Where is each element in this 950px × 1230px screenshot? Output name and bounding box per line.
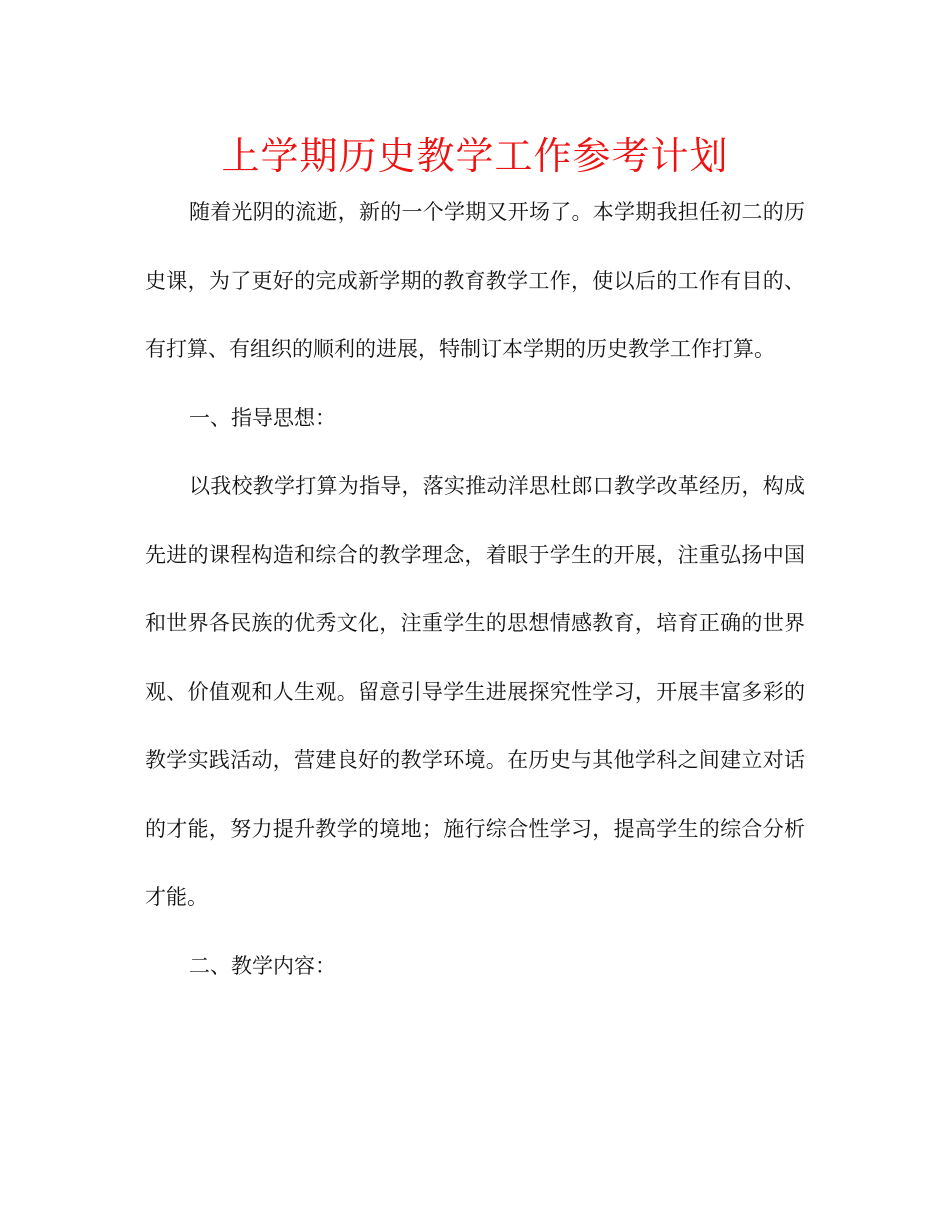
guiding-thought-paragraph: 以我校教学打算为指导，落实推动洋思杜郎口教学改革经历，构成先进的课程构造和综合的教学理念，着眼于学生的开展，注重弘扬中国和世界各民族的优秀文化，注重学生的思想情感教育，培育正确的世界观、价值观和人生观。留意引导学生进展探究性学习，开展丰富多彩的教学实践活动，营建良好的教学环境。在历史与其他学科之间建立对话的才能，努力提升教学的境地；施行综合性学习，提高学生的综合分析才能。	[145, 474, 805, 909]
intro-paragraph: 随着光阴的流逝，新的一个学期又开场了。本学期我担任初二的历史课，为了更好的完成新学期的教育教学工作，使以后的工作有目的、有打算、有组织的顺利的进展，特制订本学期的历史教学工作打算。	[145, 200, 805, 361]
document-body	[145, 178, 805, 1000]
document-title: 上学期历史教学工作参考计划	[221, 134, 729, 178]
section-heading-teaching-content: 二、教学内容：	[189, 953, 336, 978]
section-heading-guiding-thought: 一、指导思想：	[189, 405, 336, 430]
